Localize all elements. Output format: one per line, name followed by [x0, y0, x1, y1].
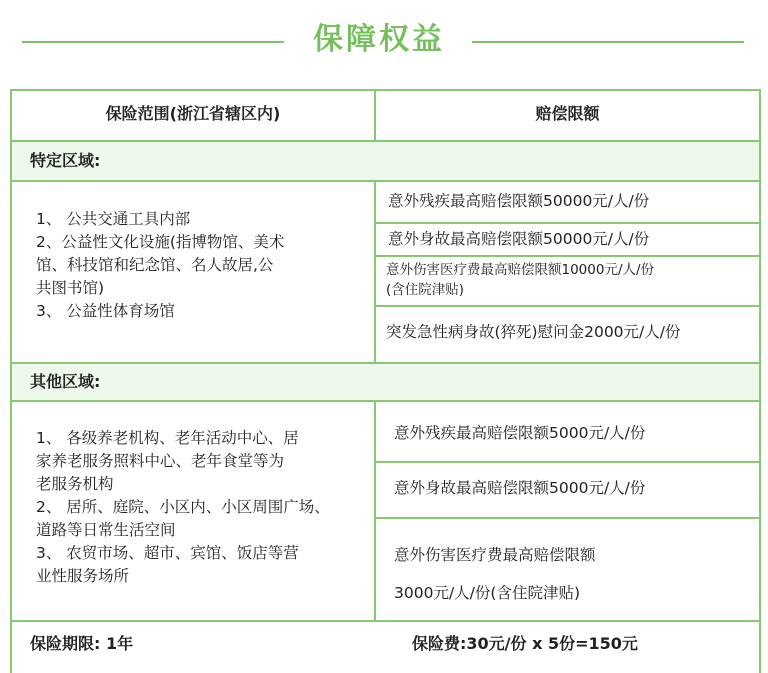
special-disability-limit: 意外残疾最高赔偿限额50000元/人/份	[388, 192, 650, 210]
insurance-premium: 保险费:30元/份 x 5份=150元	[412, 634, 638, 653]
grid-line-special-end	[10, 362, 761, 364]
special-death-limit: 意外身故最高赔偿限额50000元/人/份	[388, 230, 650, 248]
special-sudden-death-limit: 突发急性病身故(猝死)慰问金2000元/人/份	[386, 323, 681, 341]
special-medical-limit: 意外伤害医疗费最高赔偿限额10000元/人/份	[386, 262, 655, 278]
list-item: 2、 居所、庭院、小区内、小区周围广场、	[36, 498, 330, 516]
title-divider-right	[472, 41, 744, 43]
list-item: 业性服务场所	[36, 567, 130, 585]
other-disability-limit: 意外残疾最高赔偿限额5000元/人/份	[394, 424, 646, 442]
grid-line-other-label	[10, 400, 761, 402]
grid-line-special-label	[10, 180, 761, 182]
header-limit: 赔偿限额	[535, 104, 600, 123]
list-item: 道路等日常生活空间	[36, 521, 176, 539]
list-item: 共图书馆)	[36, 279, 105, 297]
other-zone-places	[36, 427, 330, 588]
title-divider-left	[22, 41, 284, 43]
other-zone-row-bg	[12, 364, 759, 400]
insurance-period: 保险期限: 1年	[30, 634, 134, 653]
section-title-row	[0, 0, 768, 80]
special-medical-note: (含住院津贴)	[386, 282, 465, 298]
grid-line-special-1	[375, 222, 761, 224]
list-item: 2、公益性文化设施(指博物馆、美术	[36, 233, 285, 251]
grid-line-header	[10, 140, 761, 142]
grid-line-other-end	[10, 620, 761, 622]
other-death-limit: 意外身故最高赔偿限额5000元/人/份	[394, 479, 646, 497]
grid-col-other	[374, 400, 376, 622]
other-zone-label: 其他区域:	[30, 372, 101, 391]
other-medical-note: 3000元/人/份(含住院津贴)	[394, 584, 580, 602]
grid-line-special-3	[375, 305, 761, 307]
section-title: 保障权益	[313, 22, 445, 57]
grid-line-special-2	[375, 255, 761, 257]
header-scope: 保险范围(浙江省辖区内)	[105, 104, 281, 123]
other-medical-limit: 意外伤害医疗费最高赔偿限额	[394, 546, 596, 564]
list-item: 3、 农贸市场、超市、宾馆、饭店等营	[36, 544, 299, 562]
list-item: 家养老服务照料中心、老年食堂等为	[36, 452, 285, 470]
special-zone-label: 特定区域:	[30, 151, 101, 170]
list-item: 3、 公益性体育场馆	[36, 302, 175, 320]
list-item: 1、 公共交通工具内部	[36, 210, 191, 228]
grid-line-other-2	[375, 517, 761, 519]
list-item: 老服务机构	[36, 475, 114, 493]
special-zone-row-bg	[12, 142, 759, 180]
grid-col-special	[374, 180, 376, 364]
grid-line-other-1	[375, 461, 761, 463]
list-item: 1、 各级养老机构、老年活动中心、居	[36, 429, 299, 447]
list-item: 馆、科技馆和纪念馆、名人故居,公	[36, 256, 274, 274]
special-zone-places	[36, 208, 284, 323]
